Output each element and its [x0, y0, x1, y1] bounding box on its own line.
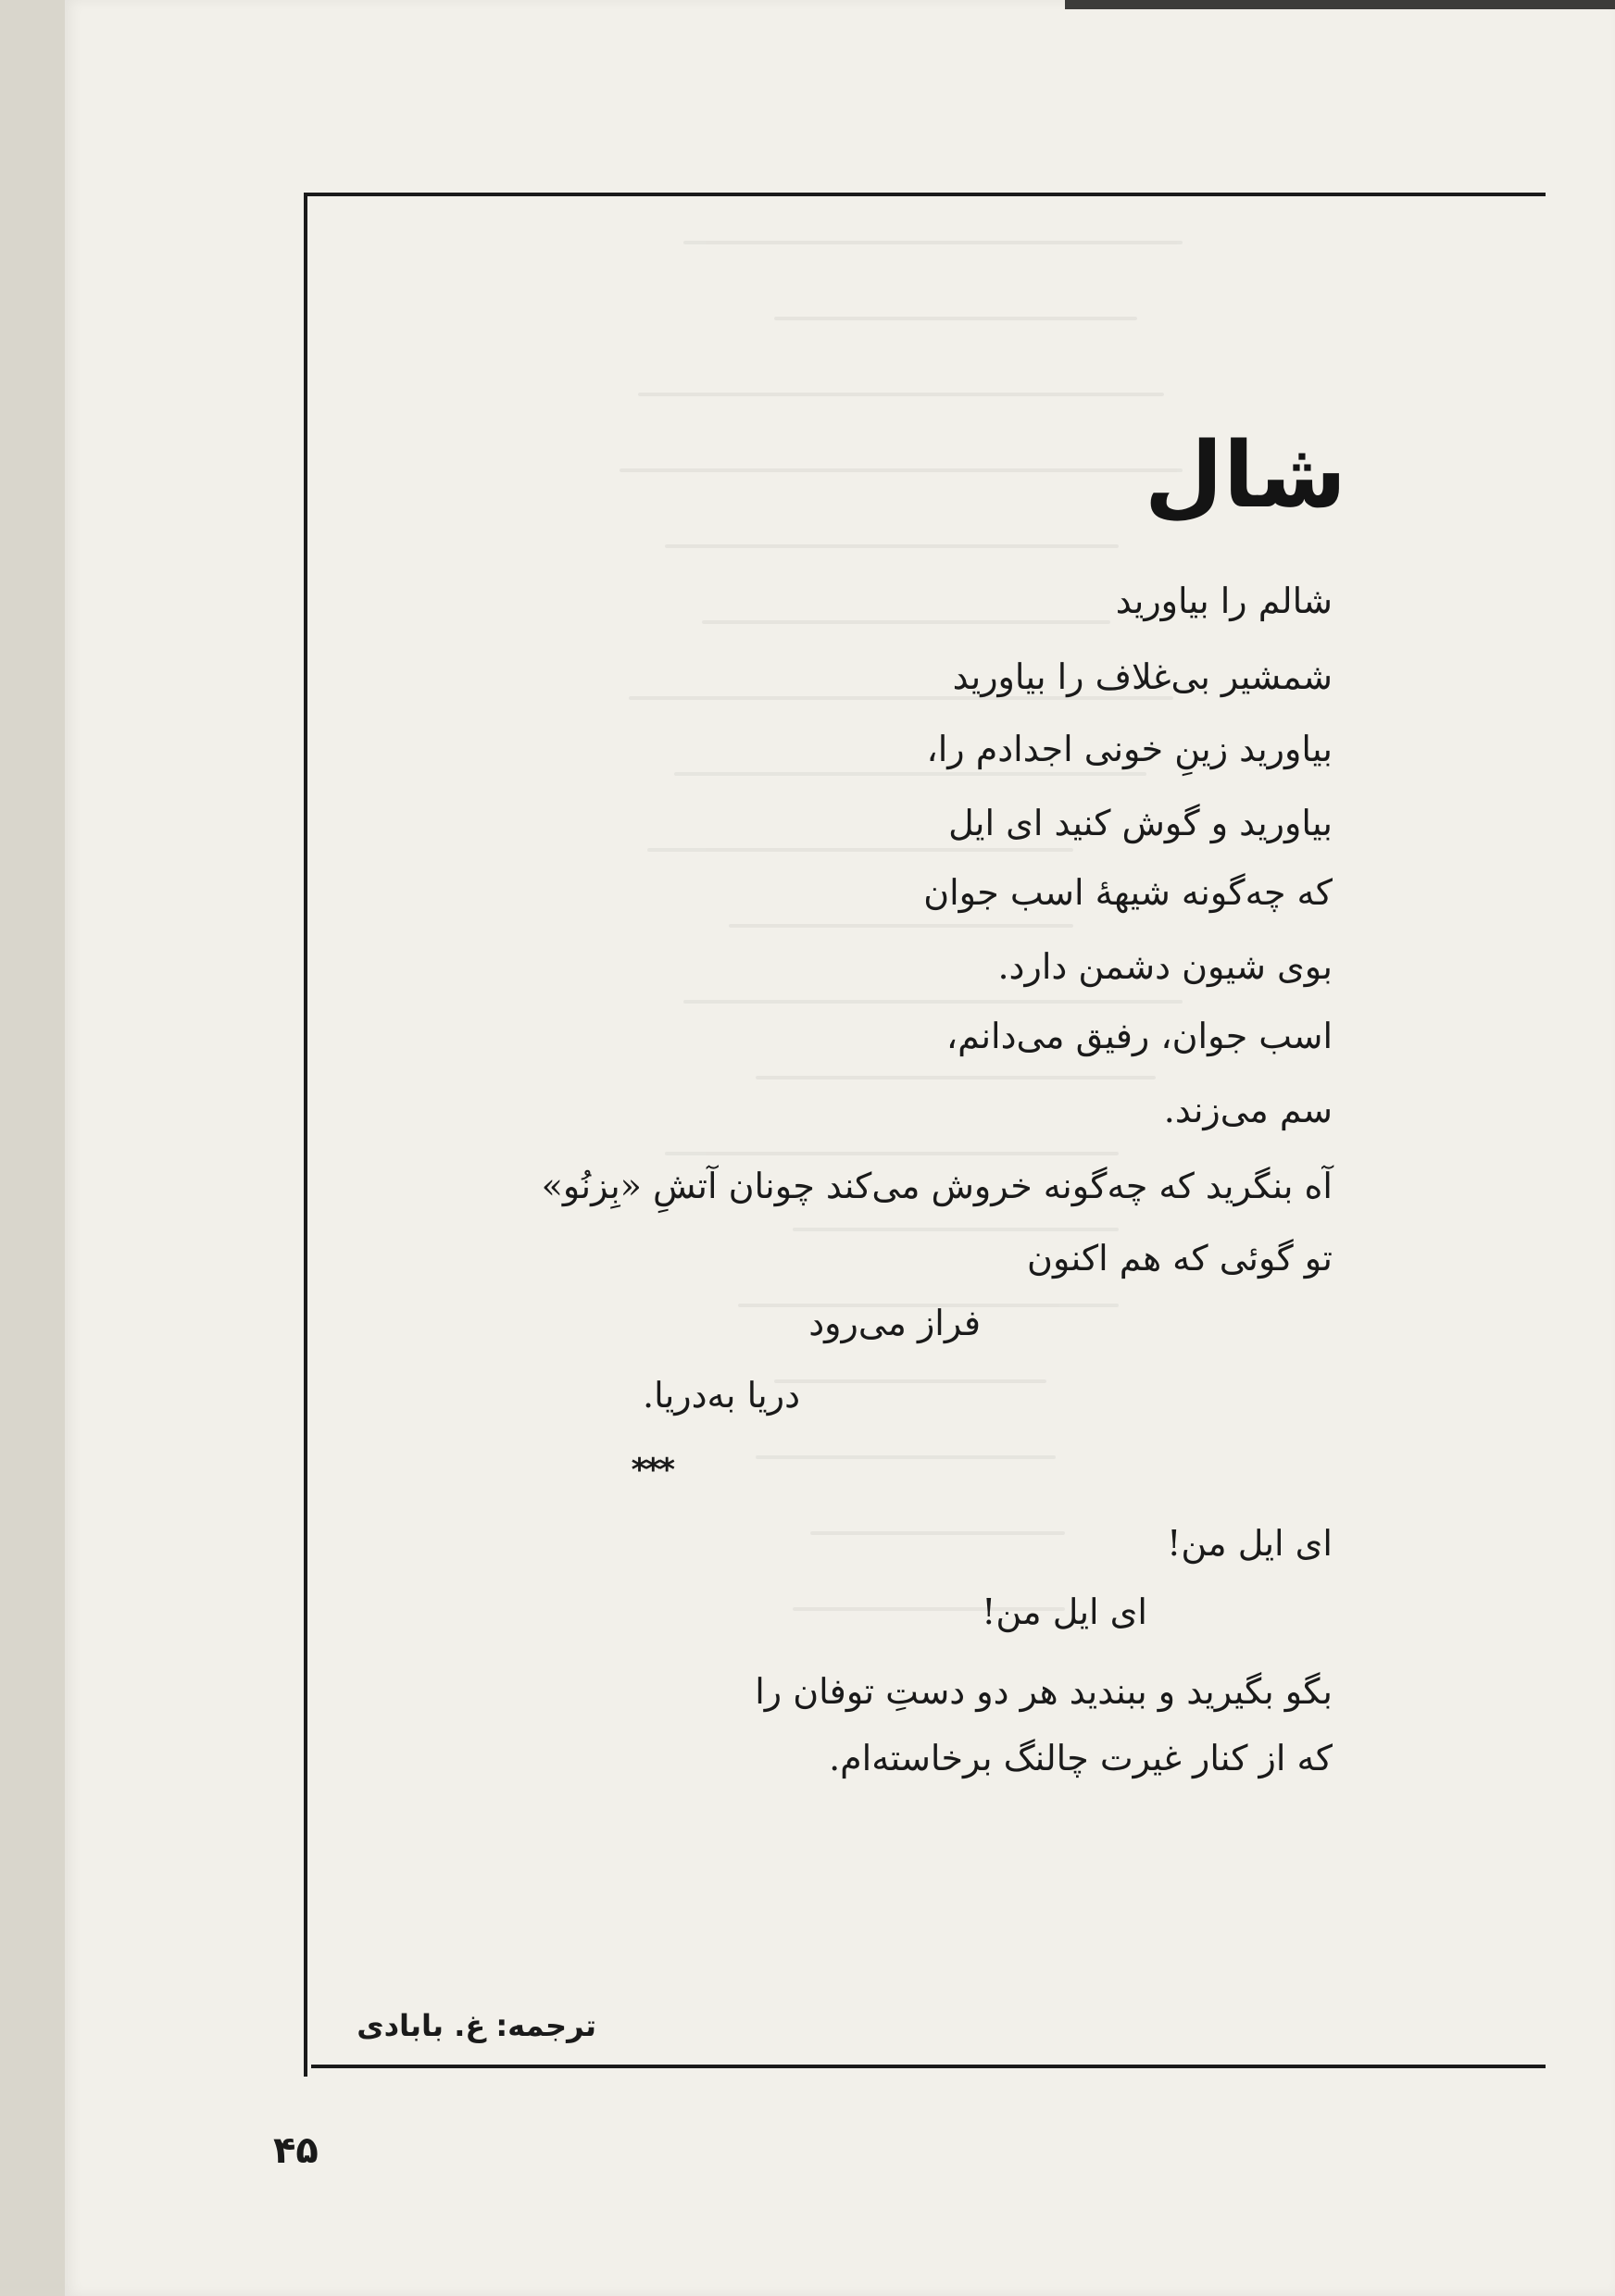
poem-line: بیاورید زینِ خونی اجدادم را، — [926, 729, 1333, 769]
frame-top-rule — [304, 193, 1546, 196]
frame-left-rule — [304, 193, 307, 2077]
poem-title: شال — [1144, 423, 1346, 529]
scan-edge — [1065, 0, 1615, 9]
poem-line: بگو بگیرید و ببندید هر دو دستِ توفان را — [755, 1671, 1333, 1712]
translator-credit: ترجمه: غ. بابادی — [357, 2008, 596, 2043]
section-separator: *** — [631, 1452, 672, 1489]
poem-line: آه بنگرید که چه‌گونه خروش می‌کند چونان آتشِ «بِزنُو» — [541, 1166, 1333, 1206]
poem-line: که چه‌گونه شیههٔ اسب جوان — [923, 872, 1333, 913]
poem-line: فراز می‌رود — [808, 1303, 981, 1343]
page-number: ۴۵ — [273, 2129, 319, 2172]
poem-line: ای ایل من! — [982, 1591, 1147, 1632]
poem-line: دریا به‌دریا. — [643, 1375, 800, 1416]
poem-line: بوی شیون دشمن دارد. — [997, 946, 1333, 987]
poem-line: تو گوئی که هم اکنون — [1027, 1238, 1333, 1279]
poem-line: که از کنار غیرت چالنگ برخاسته‌ام. — [829, 1738, 1333, 1778]
frame-bottom-rule — [311, 2065, 1546, 2068]
poem-line: اسب جوان، رفیق می‌دانم، — [945, 1016, 1333, 1056]
poem-line: بیاورید و گوش کنید ای ایل — [948, 803, 1333, 843]
book-page — [65, 0, 1615, 2296]
poem-line: شالم را بیاورید — [1115, 580, 1333, 621]
poem-line: شمشیر بی‌غلاف را بیاورید — [952, 656, 1333, 697]
poem-line: ای ایل من! — [1167, 1523, 1333, 1564]
poem-line: سم می‌زند. — [1163, 1090, 1333, 1130]
